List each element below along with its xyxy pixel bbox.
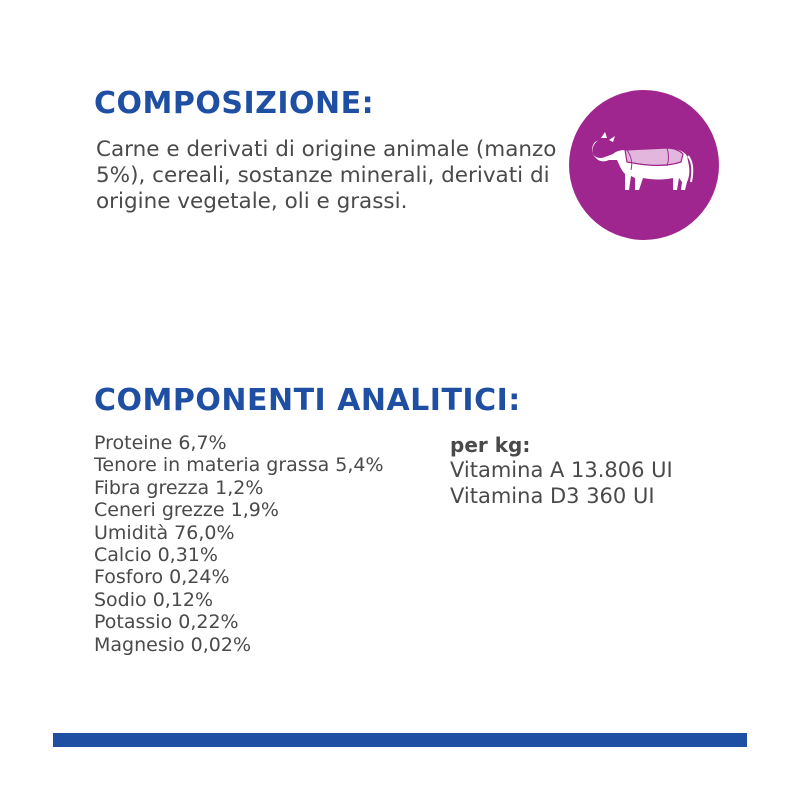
- analysis-heading: COMPONENTI ANALITICI:: [94, 383, 521, 418]
- vitamin-block: [450, 433, 673, 509]
- composition-text: Carne e derivati di origine animale (manzo 5%), cereali, sostanze minerali, derivati di origine vegetale, oli e grassi.: [96, 137, 557, 214]
- vitamin-item: Vitamina D3 360 UI: [450, 484, 655, 508]
- nutrient-item: Magnesio 0,02%: [94, 633, 252, 656]
- vitamin-list: [450, 457, 673, 509]
- nutrient-list: [94, 432, 384, 656]
- nutrient-item: Fibra grezza 1,2%: [94, 476, 264, 499]
- nutrient-item: Fosforo 0,24%: [94, 566, 230, 589]
- per-kg-label: per kg:: [450, 433, 531, 457]
- composition-heading: COMPOSIZIONE:: [94, 86, 375, 121]
- nutrient-item: Ceneri grezze 1,9%: [94, 499, 279, 522]
- nutrient-item: Potassio 0,22%: [94, 611, 239, 634]
- nutrient-item: Tenore in materia grassa 5,4%: [94, 454, 384, 477]
- cow-badge: [569, 90, 719, 240]
- vitamin-item: Vitamina A 13.806 UI: [450, 458, 673, 482]
- cow-icon: [569, 90, 719, 240]
- nutrient-item: Umidità 76,0%: [94, 521, 235, 544]
- nutrient-item: Calcio 0,31%: [94, 544, 218, 567]
- nutrient-item: Sodio 0,12%: [94, 588, 214, 611]
- footer-bar: [53, 733, 747, 747]
- nutrient-item: Proteine 6,7%: [94, 432, 227, 454]
